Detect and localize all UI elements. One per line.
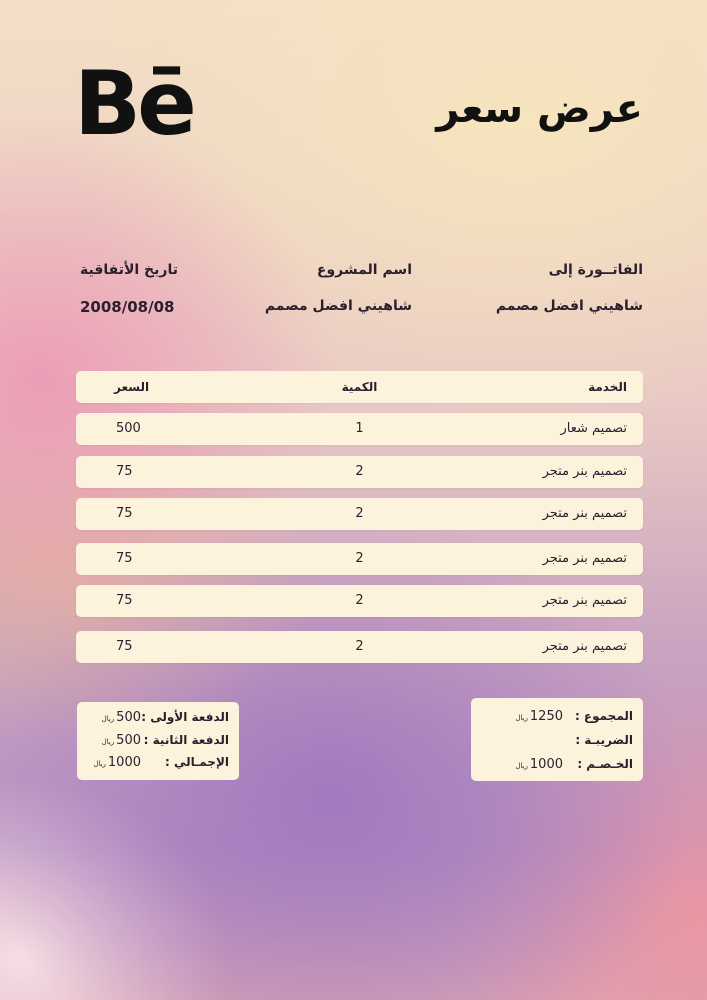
project-block xyxy=(265,262,412,314)
invoice-to-label: الفاتــورة إلى xyxy=(548,262,643,278)
row-qty: 2 xyxy=(355,639,364,654)
project-label: اسم المشروع xyxy=(316,262,412,278)
row-price: 75 xyxy=(116,506,133,521)
row-qty: 2 xyxy=(355,551,364,566)
date-block xyxy=(80,262,178,316)
row-price: 75 xyxy=(116,593,133,608)
subtotal-value: 1250ريال xyxy=(515,709,563,724)
invoice-to-block xyxy=(496,262,643,314)
row-service: تصميم شعار xyxy=(560,421,627,436)
total-payment-label: الإجمـالي : xyxy=(165,755,229,769)
table-row xyxy=(76,585,643,617)
table-row xyxy=(76,456,643,488)
row-qty: 2 xyxy=(355,464,364,479)
date-label: تاريخ الأتفاقية xyxy=(80,262,178,278)
row-service: تصميم بنر متجر xyxy=(542,551,627,566)
row-qty: 2 xyxy=(355,593,364,608)
row-price: 75 xyxy=(116,464,133,479)
row-service: تصميم بنر متجر xyxy=(542,464,627,479)
table-row xyxy=(76,498,643,530)
invoice-to-value: شاهيني افضل مصمم xyxy=(495,298,643,314)
row-price: 500 xyxy=(116,421,141,436)
row-price: 75 xyxy=(116,551,133,566)
page-title: عرض سعر xyxy=(436,86,643,132)
payments-box xyxy=(77,702,239,780)
table-row xyxy=(76,413,643,445)
subtotal-label: المجموع : xyxy=(574,709,633,723)
first-payment-label: الدفعة الأولى : xyxy=(141,710,229,724)
second-payment-value: 500ريال xyxy=(101,733,141,748)
row-service: تصميم بنر متجر xyxy=(542,639,627,654)
total-payment-value: 1000ريال xyxy=(93,755,141,770)
table-row xyxy=(76,631,643,663)
discount-label: الخـصـم : xyxy=(577,757,633,771)
row-service: تصميم بنر متجر xyxy=(542,506,627,521)
logo: Bē xyxy=(74,52,193,155)
row-service: تصميم بنر متجر xyxy=(542,593,627,608)
tax-label: الضريبـة : xyxy=(575,733,633,747)
first-payment-value: 500ريال xyxy=(101,710,141,725)
header-service: الخدمة xyxy=(588,380,627,394)
project-value: شاهيني افضل مصمم xyxy=(264,298,412,314)
discount-value: 1000ريال xyxy=(515,757,563,772)
header-price: السعر xyxy=(114,380,150,394)
table-header xyxy=(76,371,643,403)
row-qty: 2 xyxy=(355,506,364,521)
row-qty: 1 xyxy=(355,421,364,436)
row-price: 75 xyxy=(116,639,133,654)
second-payment-label: الدفعة الثانية : xyxy=(143,733,229,747)
header-qty: الكمية xyxy=(341,380,378,394)
table-row xyxy=(76,543,643,575)
totals-box xyxy=(471,698,643,781)
date-value: 2008/08/08 xyxy=(80,298,175,316)
